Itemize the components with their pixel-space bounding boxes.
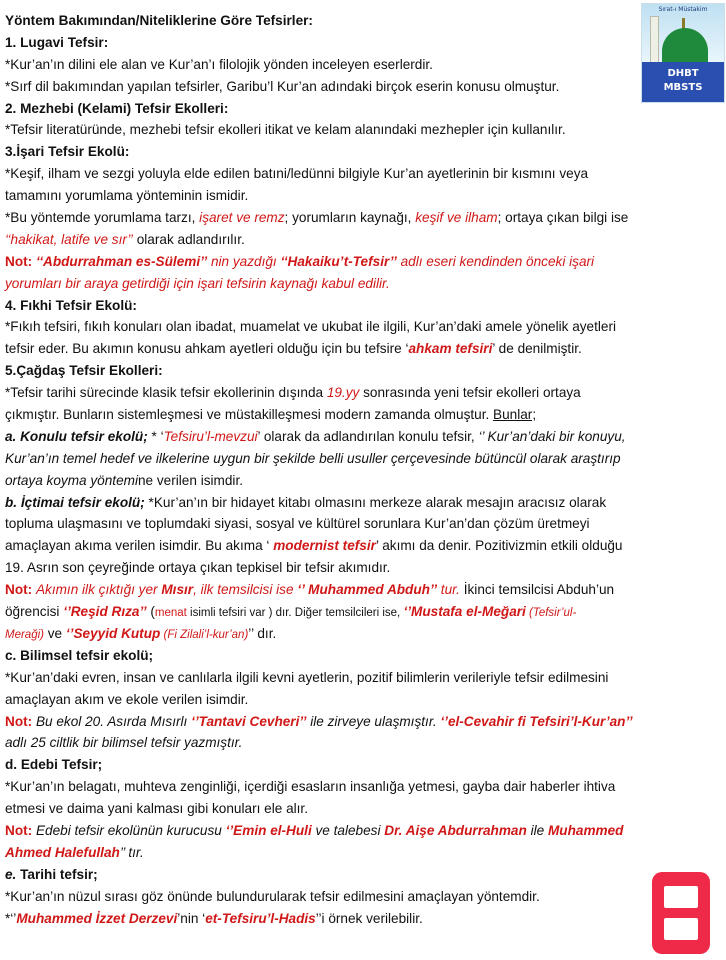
paragraph-line: topluma ulaşmasını ve toplumdaki siyasi, sosyal ve kültürel sorunlara Kur’an’dan çözüm üretmeyi: [5, 516, 590, 532]
italic-text: Bu ekol 20. Asırda Mısırlı: [35, 713, 192, 729]
logo-line2: MBSTS: [663, 82, 703, 93]
small-highlight: Meraği): [5, 628, 44, 641]
subsection-label: b. İçtimai tefsir ekolü;: [5, 494, 145, 510]
paragraph-line: [5, 842, 717, 864]
highlight: ‘’el-Cevahir fi Tefsiri’l-Kur’an’’: [440, 713, 633, 729]
note-text: nin yazdığı: [207, 253, 281, 269]
text: ’’ dır.: [248, 625, 277, 641]
note-line: [5, 711, 717, 733]
paragraph-line: tamamını yorumlama yönteminin ismidir.: [5, 188, 249, 204]
italic-text: ortaya koyma yöntemi: [5, 472, 138, 488]
text: ’ olarak da adlandırılan konulu tefsir,: [257, 428, 479, 444]
paragraph-line: [5, 404, 717, 426]
note-line: [5, 820, 717, 842]
italic-text: Edebi tefsir ekolünün kurucusu: [35, 822, 226, 838]
italic-text: ve talebesi: [311, 822, 385, 838]
note-label: Not:: [5, 713, 36, 729]
paragraph-line: *Sırf dil bakımından yapılan tefsirler, Garibu’l Kur’an adındaki birçok eserin konusu olmuştur.: [5, 78, 560, 94]
italic-text: ‘’ Kur’an’daki bir konuyu,: [478, 428, 626, 444]
document-body: [5, 10, 717, 929]
page-title: Yöntem Bakımından/Niteliklerine Göre Tefsirler:: [5, 13, 313, 28]
highlight: ‘’Emin el-Huli: [225, 822, 312, 838]
text: ; yorumların kaynağı,: [284, 210, 416, 226]
note-label: Not:: [5, 253, 36, 269]
paragraph-line: [5, 229, 717, 251]
paragraph-line: *Kur’an’daki evren, insan ve canlılarla ilgili kevni ayetlerin, pozitif bilimlerin verileriyle tefsir edilmesini: [5, 669, 609, 685]
text: olarak adlandırılır.: [132, 231, 245, 247]
subsection-title: Tarihi tefsir;: [16, 866, 98, 882]
highlight: Muhammed İzzet Derzevi: [16, 910, 178, 926]
paragraph-line: [5, 426, 717, 448]
paragraph-line: *Keşif, ilham ve sezgi yoluyla elde edilen batıni/ledünni bilgiyle Kur’an ayetlerinin bir kısmını veya: [5, 166, 589, 182]
page-number-badge: [652, 872, 710, 954]
note-label: Not:: [5, 822, 36, 838]
highlight: ‘’Tantavi Cevheri’’: [191, 713, 307, 729]
paragraph-line: *Fıkıh tefsiri, fıkıh konuları olan ibadat, muamelat ve ukubat ile ilgili, Kur’an’daki amele yönelik ayetleri: [5, 319, 617, 335]
text: ’ de denilmiştir.: [492, 341, 582, 357]
small-text: isimli tefsiri var ) dır. Diğer temsilcileri ise,: [186, 607, 404, 620]
highlight: ahkam tefsiri: [408, 341, 493, 357]
highlight: Ahmed Halefullah: [5, 844, 120, 860]
paragraph-line: amaçlayan akım ve ekole verilen isimdir.: [5, 691, 249, 707]
section-heading-tarihi: [5, 864, 717, 886]
text: (: [146, 604, 155, 620]
text: çıkmıştır. Bunların sistemleşmesi ve müstakilleşmesi modern zamanda olmuştur.: [5, 407, 494, 423]
highlight: keşif ve ilham: [415, 210, 498, 226]
section-heading-cagdas: 5.Çağdaş Tefsir Ekolleri:: [5, 363, 163, 379]
paragraph-line: [5, 601, 717, 623]
highlight: ‘’ Muhammed Abduh’’: [297, 582, 438, 598]
text: İkinci temsilcisi Abduh’un: [459, 582, 615, 598]
highlight: Mısır: [161, 582, 194, 598]
highlight: ‘’Seyyid Kutup: [65, 625, 161, 641]
note-text: Akımın ilk çıktığı yer: [35, 582, 162, 598]
section-heading-edebi: d. Edebi Tefsir;: [5, 757, 103, 773]
highlight: 19.yy: [326, 385, 360, 401]
text: öğrencisi: [5, 604, 64, 620]
note-text: adlı eseri kendinden önceki işari: [396, 253, 595, 269]
highlight: ‘‘Hakaiku’t-Tefsir’’: [280, 253, 397, 269]
text: *Kur’an’ın bir hidayet kitabı olmasını merkeze alarak mesajın aracısız olarak: [144, 494, 607, 510]
text: ne verilen isimdir.: [137, 472, 243, 488]
highlight: modernist tefsir: [269, 538, 376, 554]
note-line: [5, 579, 717, 601]
paragraph-line: [5, 338, 717, 360]
paragraph-line: [5, 470, 717, 492]
text: *‘’: [5, 910, 17, 926]
paragraph-line: [5, 492, 717, 514]
highlight: ‘‘hakikat, latife ve sır’’: [5, 231, 133, 247]
paragraph-line: [5, 207, 717, 229]
paragraph-line: [5, 535, 717, 557]
text: ’nin ‘: [177, 910, 206, 926]
underlined-text: Bunlar;: [493, 407, 537, 423]
paragraph-line: [5, 382, 717, 404]
section-heading-fikhi: 4. Fıkhi Tefsir Ekolü:: [5, 297, 137, 313]
paragraph-line: etmesi ve daima yani kalması gibi konuları ele alır.: [5, 801, 308, 817]
section-heading-mezhebi: 2. Mezhebi (Kelami) Tefsir Ekolleri:: [5, 100, 229, 116]
logo-line1: DHBT: [667, 68, 699, 79]
highlight: Muhammed: [547, 822, 624, 838]
paragraph-line: *Kur’an’ın dilini ele alan ve Kur’an’ı filolojik yönden inceleyen eserlerdir.: [5, 56, 433, 72]
text: ; ortaya çıkan bilgi ise: [497, 210, 629, 226]
small-highlight: (Tefsir’ul-: [525, 607, 577, 620]
note-label: Not:: [5, 582, 36, 598]
badge-hole-top: [664, 886, 698, 908]
text: *Tefsir tarihi sürecinde klasik tefsir ekollerinin dışında: [5, 385, 327, 401]
highlight: et-Tefsiru’l-Hadis: [205, 910, 316, 926]
text: ve: [43, 625, 66, 641]
text: sonrasında yeni tefsir ekolleri ortaya: [359, 385, 581, 401]
highlight: işaret ve remz: [199, 210, 285, 226]
text: amaçlayan akıma verilen isimdir. Bu akıma ‘: [5, 538, 270, 554]
note-text: , ilk temsilcisi ise: [193, 582, 298, 598]
text: * ‘: [147, 428, 164, 444]
italic-text: ’’ tır.: [119, 844, 144, 860]
paragraph-line: *Kur’an’ın nüzul sırası göz önünde bulundurularak tefsir edilmesini amaçlayan yöntemdir.: [5, 888, 540, 904]
highlight: ‘’Mustafa el-Meğari: [403, 604, 526, 620]
subsection-label: a. Konulu tefsir ekolü;: [5, 428, 148, 444]
text: tefsir eder. Bu akımın konusu ahkam ayetleri olduğu için bu tefsire ‘: [5, 341, 409, 357]
paragraph-line: adlı 25 ciltlik bir bilimsel tefsir yazmıştır.: [5, 735, 243, 751]
note-text: tur.: [437, 582, 460, 598]
logo-title: Sırat-ı Müstakim: [658, 6, 708, 13]
italic-text: ile zirveye ulaşmıştır.: [306, 713, 441, 729]
highlight: Dr. Aişe Abdurrahman: [384, 822, 527, 838]
text: *Bu yöntemde yorumlama tarzı,: [5, 210, 200, 226]
highlight: ‘’Reşid Rıza’’: [63, 604, 147, 620]
subsection-letter: e.: [5, 866, 17, 882]
highlight: ‘‘Abdurrahman es-Sülemi’’: [35, 253, 208, 269]
italic-text: ile: [526, 822, 548, 838]
highlight: menat: [154, 607, 187, 620]
badge-hole-bottom: [664, 918, 698, 940]
text: ’’i örnek verilebilir.: [315, 910, 423, 926]
section-heading-bilimsel: c. Bilimsel tefsir ekolü;: [5, 647, 154, 663]
highlight: Tefsiru’l-mevzui: [163, 428, 258, 444]
paragraph-line: [5, 623, 717, 645]
note-line: [5, 251, 717, 273]
text: ’ akımı da denir. Pozitivizmin etkili olduğu: [375, 538, 623, 554]
paragraph-line: 19. Asrın son çeyreğinde ortaya çıkan tepkisel bir tefsir akımıdır.: [5, 560, 391, 576]
small-highlight: (Fi Zilali’l-kur’an): [160, 628, 249, 641]
paragraph-line: [5, 908, 717, 930]
paragraph-line: Kur’an’ın temel hedef ve ilkelerine uygun bir şekilde belli usuller çerçevesinde bütüncül olarak araştırıp: [5, 450, 621, 466]
paragraph-line: *Kur’an’ın belagatı, muhteva zenginliği, içerdiği esasların insanlığa yetmesi, gayba dair haberler ihtiva: [5, 779, 616, 795]
paragraph-line: *Tefsir literatüründe, mezhebi tefsir ekolleri itikat ve kelam alanındaki mezhepler için kullanılır.: [5, 122, 566, 138]
note-line: yorumları bir araya getirdiği için işari tefsirin kaynağı kabul edilir.: [5, 275, 390, 291]
section-heading-lugavi: 1. Lugavi Tefsir:: [5, 34, 109, 50]
section-heading-isari: 3.İşari Tefsir Ekolü:: [5, 144, 130, 160]
